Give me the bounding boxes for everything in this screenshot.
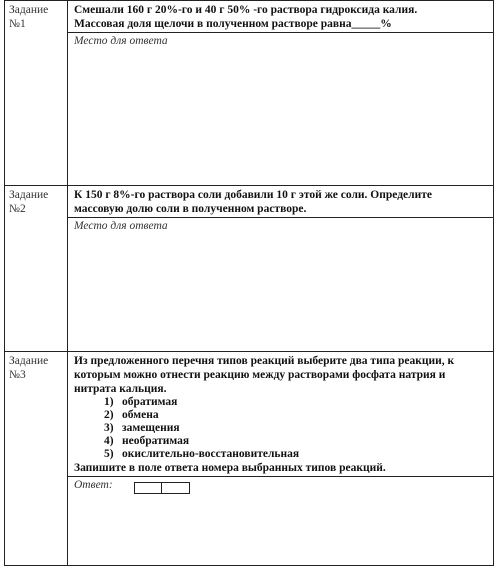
question-line: массовую долю соли в полученном растворе. bbox=[74, 203, 307, 215]
task-3-row bbox=[5, 351, 493, 565]
option-item bbox=[104, 435, 487, 448]
option-number: 3) bbox=[104, 422, 114, 434]
task-1-row bbox=[5, 1, 493, 185]
question-line: Массовая доля щелочи в полученном растворе равна_____% bbox=[74, 18, 392, 30]
task-number: №1 bbox=[9, 18, 26, 30]
option-text: необратимая bbox=[122, 435, 190, 447]
answer-label: Ответ: bbox=[74, 479, 113, 491]
task-1-question bbox=[68, 1, 493, 33]
task-label-word: Задание bbox=[9, 355, 49, 367]
task-number: №2 bbox=[9, 203, 26, 215]
option-item bbox=[104, 396, 487, 409]
answer-box-2[interactable] bbox=[162, 482, 190, 494]
option-item bbox=[104, 422, 487, 435]
question-line: Из предложенного перечня типов реакций выберите два типа реакции, к bbox=[74, 355, 455, 367]
option-text: замещения bbox=[122, 422, 180, 434]
task-2-question bbox=[68, 186, 493, 218]
option-text: обмена bbox=[122, 409, 159, 421]
task-label-word: Задание bbox=[9, 189, 49, 201]
question-line: Смешали 160 г 20%-го и 40 г 50% -го раствора гидроксида калия. bbox=[74, 4, 418, 16]
question-line: К 150 г 8%-го раствора соли добавили 10 г этой же соли. Определите bbox=[74, 189, 432, 201]
question-line: которым можно отнести реакцию между растворами фосфата натрия и bbox=[74, 369, 446, 381]
tasks-table bbox=[4, 0, 494, 566]
question-line: нитрата кальция. bbox=[74, 383, 167, 395]
option-text: обратимая bbox=[122, 396, 178, 408]
task-2-label bbox=[5, 186, 68, 351]
option-number: 1) bbox=[104, 396, 114, 408]
task-3-answer-area bbox=[68, 477, 493, 493]
answer-placeholder: Место для ответа bbox=[74, 35, 168, 47]
option-item bbox=[104, 448, 487, 461]
task-3-question bbox=[68, 352, 493, 477]
task-2-body bbox=[68, 186, 493, 351]
answer-box-1[interactable] bbox=[134, 482, 162, 494]
task-number: №3 bbox=[9, 369, 26, 381]
option-number: 2) bbox=[104, 409, 114, 421]
reaction-type-options bbox=[74, 396, 487, 461]
task-2-answer-area[interactable] bbox=[68, 218, 493, 234]
task-1-answer-area[interactable] bbox=[68, 33, 493, 49]
task-3-body bbox=[68, 352, 493, 565]
task-label-word: Задание bbox=[9, 4, 49, 16]
answer-placeholder: Место для ответа bbox=[74, 220, 168, 232]
answer-boxes bbox=[134, 482, 190, 494]
option-text: окислительно-восстановительная bbox=[122, 448, 300, 460]
task-1-label bbox=[5, 1, 68, 185]
task-1-body bbox=[68, 1, 493, 185]
task-3-instruction: Запишите в поле ответа номера выбранных типов реакций. bbox=[74, 462, 386, 474]
task-2-row bbox=[5, 185, 493, 351]
task-3-label bbox=[5, 352, 68, 565]
option-item bbox=[104, 409, 487, 422]
option-number: 4) bbox=[104, 435, 114, 447]
option-number: 5) bbox=[104, 448, 114, 460]
